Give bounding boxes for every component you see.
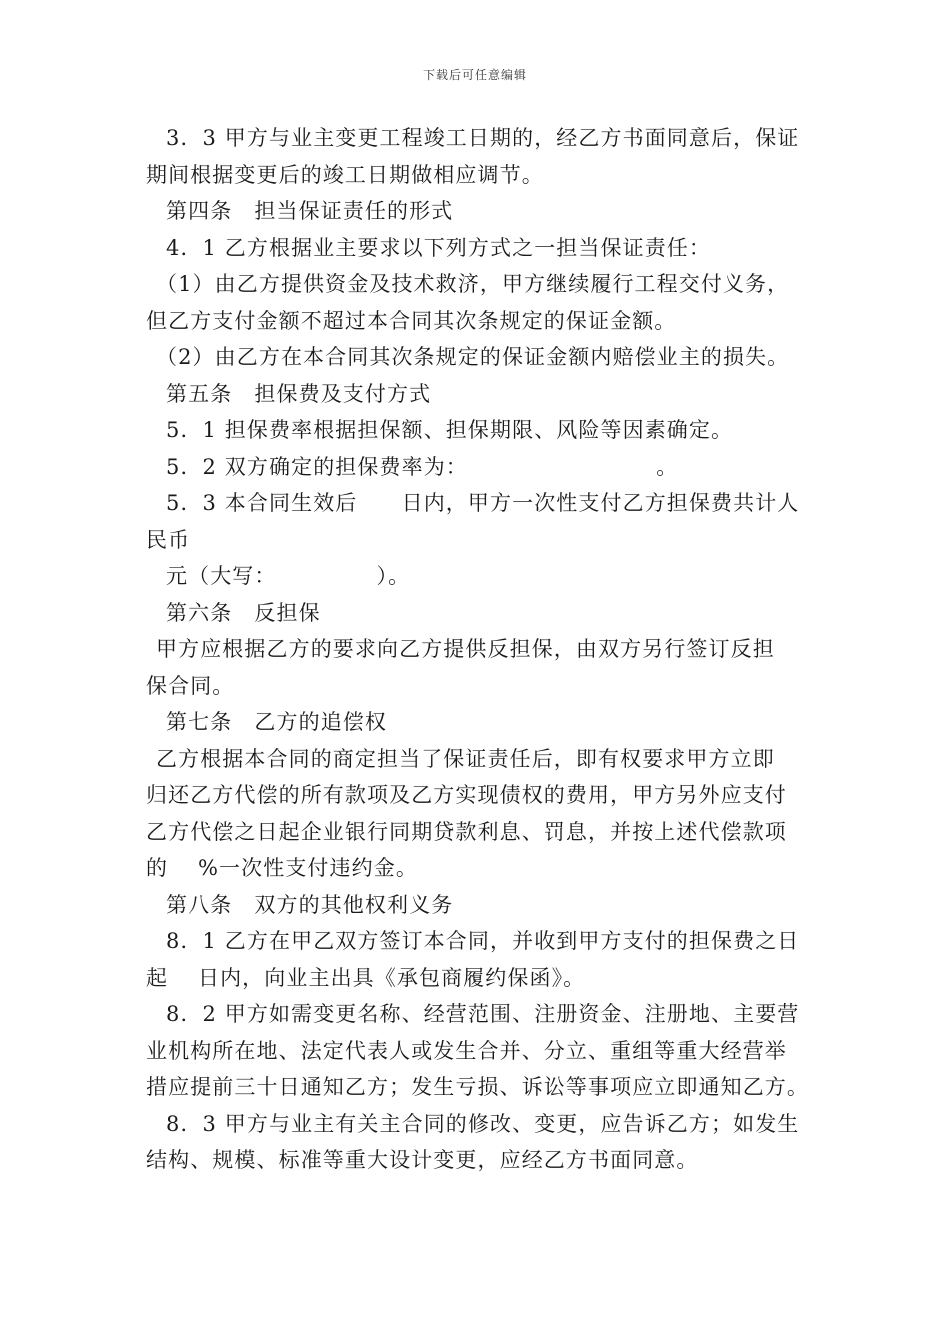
text-line: 5．1 担保费率根据担保额、担保期限、风险等因素确定。 [166,418,734,442]
text-line: 结构、规模、标准等重大设计变更，应经乙方书面同意。 [146,1148,699,1172]
text-line: 3．3 甲方与业主变更工程竣工日期的，经乙方书面同意后，保证 [166,126,800,150]
text-line: 第五条 担保费及支付方式 [166,381,432,406]
text-line: 措应提前三十日通知乙方；发生亏损、诉讼等事项应立即通知乙方。 [146,1075,809,1099]
text-line: （2）由乙方在本合同其次条规定的保证金额内赔偿业主的损失。 [156,345,790,369]
document-body [146,120,811,1179]
text-line: 甲方应根据乙方的要求向乙方提供反担保，由双方另行签订反担 [156,637,775,661]
text-line: 归还乙方代偿的所有款项及乙方实现债权的费用，甲方另外应支付 [146,783,787,807]
text-line: 的 %一次性支付违约金。 [146,856,418,880]
text-line: 5．3 本合同生效后 日内，甲方一次性支付乙方担保费共计人 [166,491,800,515]
text-line: 期间根据变更后的竣工日期做相应调节。 [146,162,544,187]
text-line: 8．3 甲方与业主有关主合同的修改、变更，应告诉乙方；如发生 [166,1111,800,1136]
text-line: 第七条 乙方的追偿权 [166,710,387,734]
page-header: 下载后可任意编辑 [422,68,527,82]
text-line: 第八条 双方的其他权利义务 [166,892,454,917]
text-line: 业机构所在地、法定代表人或发生合并、分立、重组等重大经营举 [146,1038,787,1063]
text-line: （1）由乙方提供资金及技术救济，甲方继续履行工程交付义务， [156,272,790,296]
text-line: 民币 [146,527,191,552]
text-line: 起 日内，向业主出具《承包商履约保函》。 [146,965,586,990]
text-line: 元（大写： ）。 [166,564,411,588]
text-line: 4．1 乙方根据业主要求以下列方式之一担当保证责任： [166,235,711,260]
text-line: 5．2 双方确定的担保费率为： 。 [166,454,679,479]
text-line: 但乙方支付金额不超过本合同其次条规定的保证金额。 [146,308,677,333]
text-line: 乙方代偿之日起企业银行同期贷款利息、罚息，并按上述代偿款项 [146,819,787,844]
text-line: 8．2 甲方如需变更名称、经营范围、注册资金、注册地、主要营 [166,1002,800,1026]
text-line: 第四条 担当保证责任的形式 [166,199,454,223]
text-line: 保合同。 [146,673,235,698]
text-line: 第六条 反担保 [166,600,321,625]
text-line: 8．1 乙方在甲乙双方签订本合同，并收到甲方支付的担保费之日 [166,929,800,953]
text-line: 乙方根据本合同的商定担当了保证责任后，即有权要求甲方立即 [156,746,775,771]
